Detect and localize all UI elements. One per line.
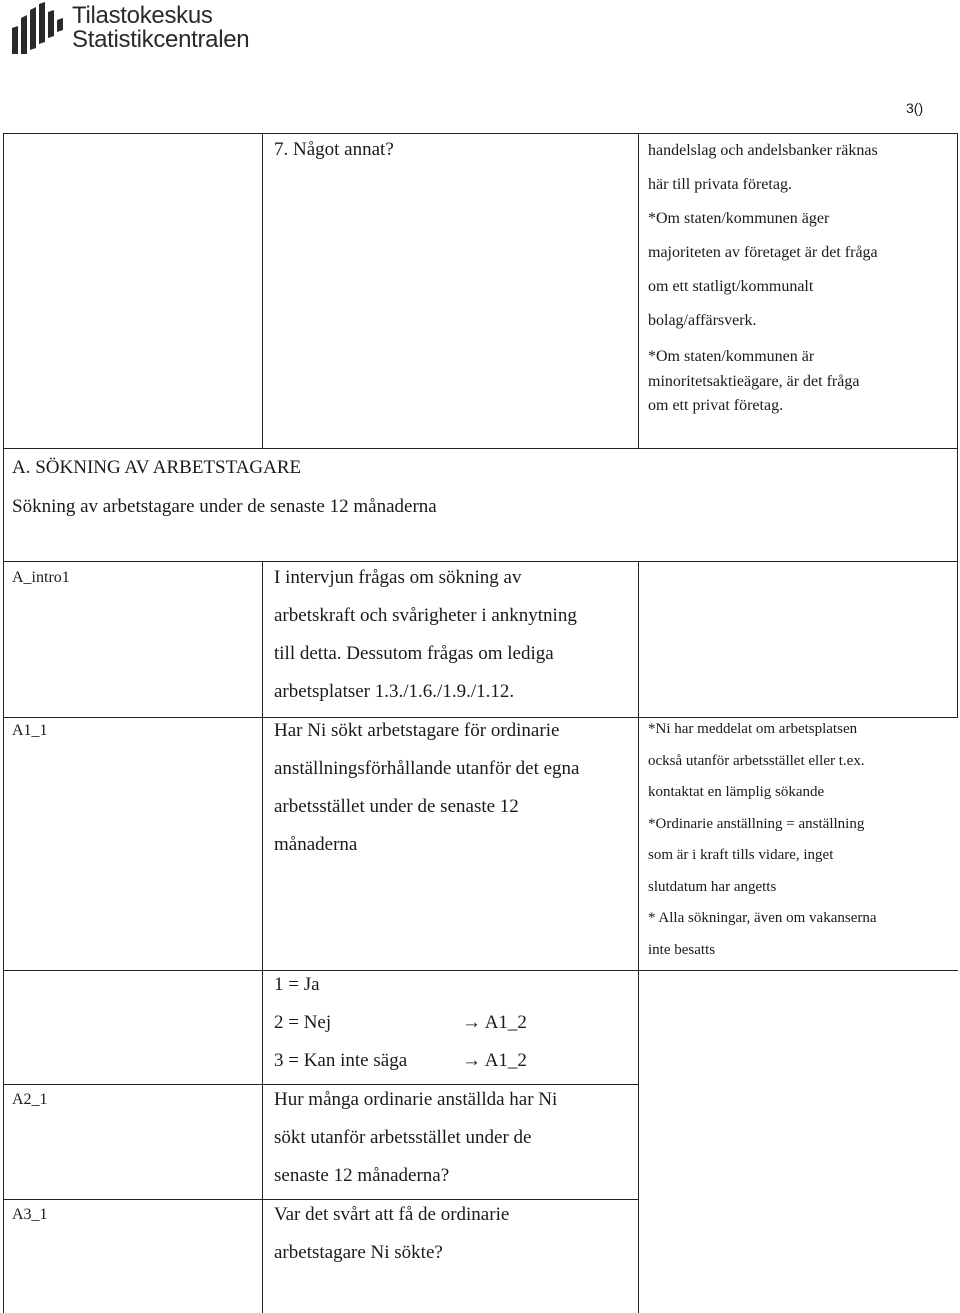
code-a2-1: A2_1 — [12, 1091, 48, 1108]
section-subtitle: Sökning av arbetstagare under de senaste 12 månaderna — [12, 496, 437, 517]
note-line: bolag/affärsverk. — [648, 312, 757, 329]
logo — [10, 2, 270, 58]
text-line: arbetsplatser 1.3./1.6./1.9./1.12. — [274, 681, 515, 702]
col-divider-1-top — [262, 133, 263, 448]
option-nej — [274, 1004, 527, 1042]
a2-1-question — [274, 1081, 557, 1195]
a1-1-question — [274, 712, 579, 864]
note-line: *Ni har meddelat om arbetsplatsen — [648, 721, 858, 737]
text-line: Var det svårt att få de ordinarie — [274, 1204, 510, 1225]
a-intro1-text — [274, 559, 577, 711]
note-line: minoritetsaktieägare, är det fråga — [648, 372, 860, 390]
page-number: 3() — [906, 100, 924, 116]
text-line: till detta. Dessutom frågas om lediga — [274, 643, 554, 664]
logo-line-2: Statistikcentralen — [72, 26, 250, 53]
row-divider-section-top — [3, 448, 958, 449]
note-line: som är i kraft tills vidare, inget — [648, 847, 834, 863]
note-line: om ett privat företag. — [648, 397, 784, 414]
question-7: 7. Något annat? — [274, 139, 394, 160]
col-divider-2 — [638, 561, 639, 1313]
notes-top-a — [648, 134, 878, 338]
text-line: Har Ni sökt arbetstagare för ordinarie — [274, 720, 560, 741]
note-line: kontaktat en lämplig sökande — [648, 784, 825, 800]
a3-1-question — [274, 1196, 509, 1272]
logo-bars-icon — [10, 2, 66, 56]
notes-top-b — [648, 345, 859, 419]
option-goto: → A1_2 — [462, 1050, 527, 1071]
logo-text — [72, 4, 249, 52]
answer-options — [274, 966, 527, 1080]
logo-line-1: Tilastokeskus — [72, 2, 213, 29]
note-line: inte besatts — [648, 941, 716, 958]
text-line: senaste 12 månaderna? — [274, 1165, 450, 1186]
note-line: handelslag och andelsbanker räknas — [648, 142, 878, 159]
text-line: månaderna — [274, 834, 358, 855]
option-label: 3 = Kan inte säga — [274, 1050, 408, 1071]
option-kan-inte-saga — [274, 1042, 527, 1080]
section-title: A. SÖKNING AV ARBETSTAGARE — [12, 457, 302, 478]
code-a1-1: A1_1 — [12, 722, 48, 739]
note-line: om ett statligt/kommunalt — [648, 278, 814, 295]
table-border-left — [3, 561, 4, 1313]
text-line: sökt utanför arbetsstället under de — [274, 1127, 532, 1148]
text-line: Hur många ordinarie anställda har Ni — [274, 1089, 558, 1110]
note-line: *Om staten/kommunen är — [648, 348, 815, 365]
table-border-left-top — [3, 133, 4, 561]
code-a-intro1: A_intro1 — [12, 569, 70, 586]
text-line: anställningsförhållande utanför det egna — [274, 758, 580, 779]
note-line: här till privata företag. — [648, 176, 792, 193]
code-a3-1: A3_1 — [12, 1206, 48, 1223]
note-line: * Alla sökningar, även om vakanserna — [648, 910, 877, 926]
note-line: *Ordinarie anställning = anställning — [648, 815, 865, 832]
table-border-right-top — [957, 133, 958, 561]
text-line: arbetstagare Ni sökte? — [274, 1242, 443, 1263]
option-goto: → A1_2 — [462, 1012, 527, 1033]
note-line: också utanför arbetsstället eller t.ex. — [648, 752, 865, 769]
option-ja — [274, 966, 527, 1004]
col-divider-2-top — [638, 133, 639, 448]
col-border-right-intro — [957, 561, 958, 718]
a1-1-notes — [648, 714, 877, 966]
note-line: *Om staten/kommunen äger — [648, 210, 830, 227]
col-divider-1 — [262, 561, 263, 1313]
option-label: 1 = Ja — [274, 974, 320, 995]
text-line: arbetsstället under de senaste 12 — [274, 796, 519, 817]
text-line: arbetskraft och svårigheter i anknytning — [274, 605, 577, 626]
option-label: 2 = Nej — [274, 1012, 332, 1033]
note-line: majoriteten av företaget är det fråga — [648, 244, 878, 261]
text-line: I intervjun frågas om sökning av — [274, 567, 522, 588]
note-line: slutdatum har angetts — [648, 878, 777, 895]
